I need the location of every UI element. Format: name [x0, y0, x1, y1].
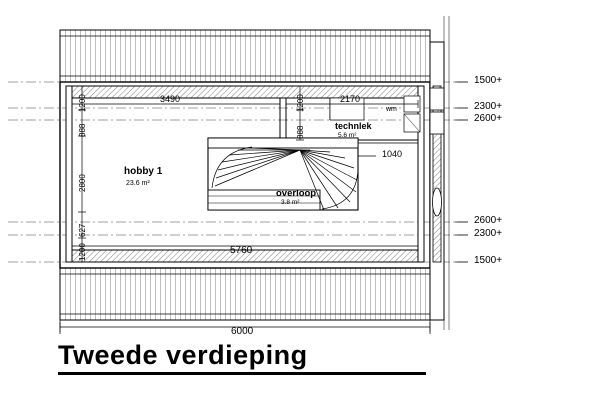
dimension-6000: 6000: [231, 326, 254, 337]
level-marker-2600-top: 2600+: [474, 113, 503, 124]
level-marker-1500-bottom: 1500+: [474, 255, 503, 266]
dimension-3490: 3490: [160, 94, 181, 104]
room-label-wm: wm: [386, 106, 397, 113]
room-area-hobby1: 23.6 m²: [126, 180, 150, 187]
dimension-left-888: 888: [78, 123, 87, 137]
dimension-inner-1200: 1200: [296, 94, 305, 112]
dimension-left-1200-bottom: 1200: [78, 243, 87, 261]
dimension-1040: 1040: [382, 149, 403, 159]
level-marker-2300-top: 2300+: [474, 101, 503, 112]
dimension-left-2800: 2800: [78, 174, 87, 192]
room-label-overloop: overloop: [276, 188, 317, 199]
dimension-left-627: 627: [78, 223, 87, 237]
level-marker-2300-bottom: 2300+: [474, 228, 503, 239]
title-underline: [58, 372, 426, 375]
level-marker-2600-bottom: 2600+: [474, 215, 503, 226]
dimension-5760: 5760: [230, 245, 253, 256]
room-label-hobby1: hobby 1: [124, 166, 163, 177]
dimension-inner-888: 888: [296, 125, 305, 139]
room-area-techniek: 5.6 m²: [338, 132, 357, 139]
page-title: Tweede verdieping: [58, 340, 308, 370]
dimension-left-1200-top: 1200: [78, 94, 87, 112]
room-area-overloop: 3.8 m²: [281, 199, 300, 206]
dimension-2170: 2170: [340, 94, 361, 104]
level-marker-1500-top: 1500+: [474, 75, 503, 86]
room-label-techniek: technlek: [335, 121, 372, 131]
